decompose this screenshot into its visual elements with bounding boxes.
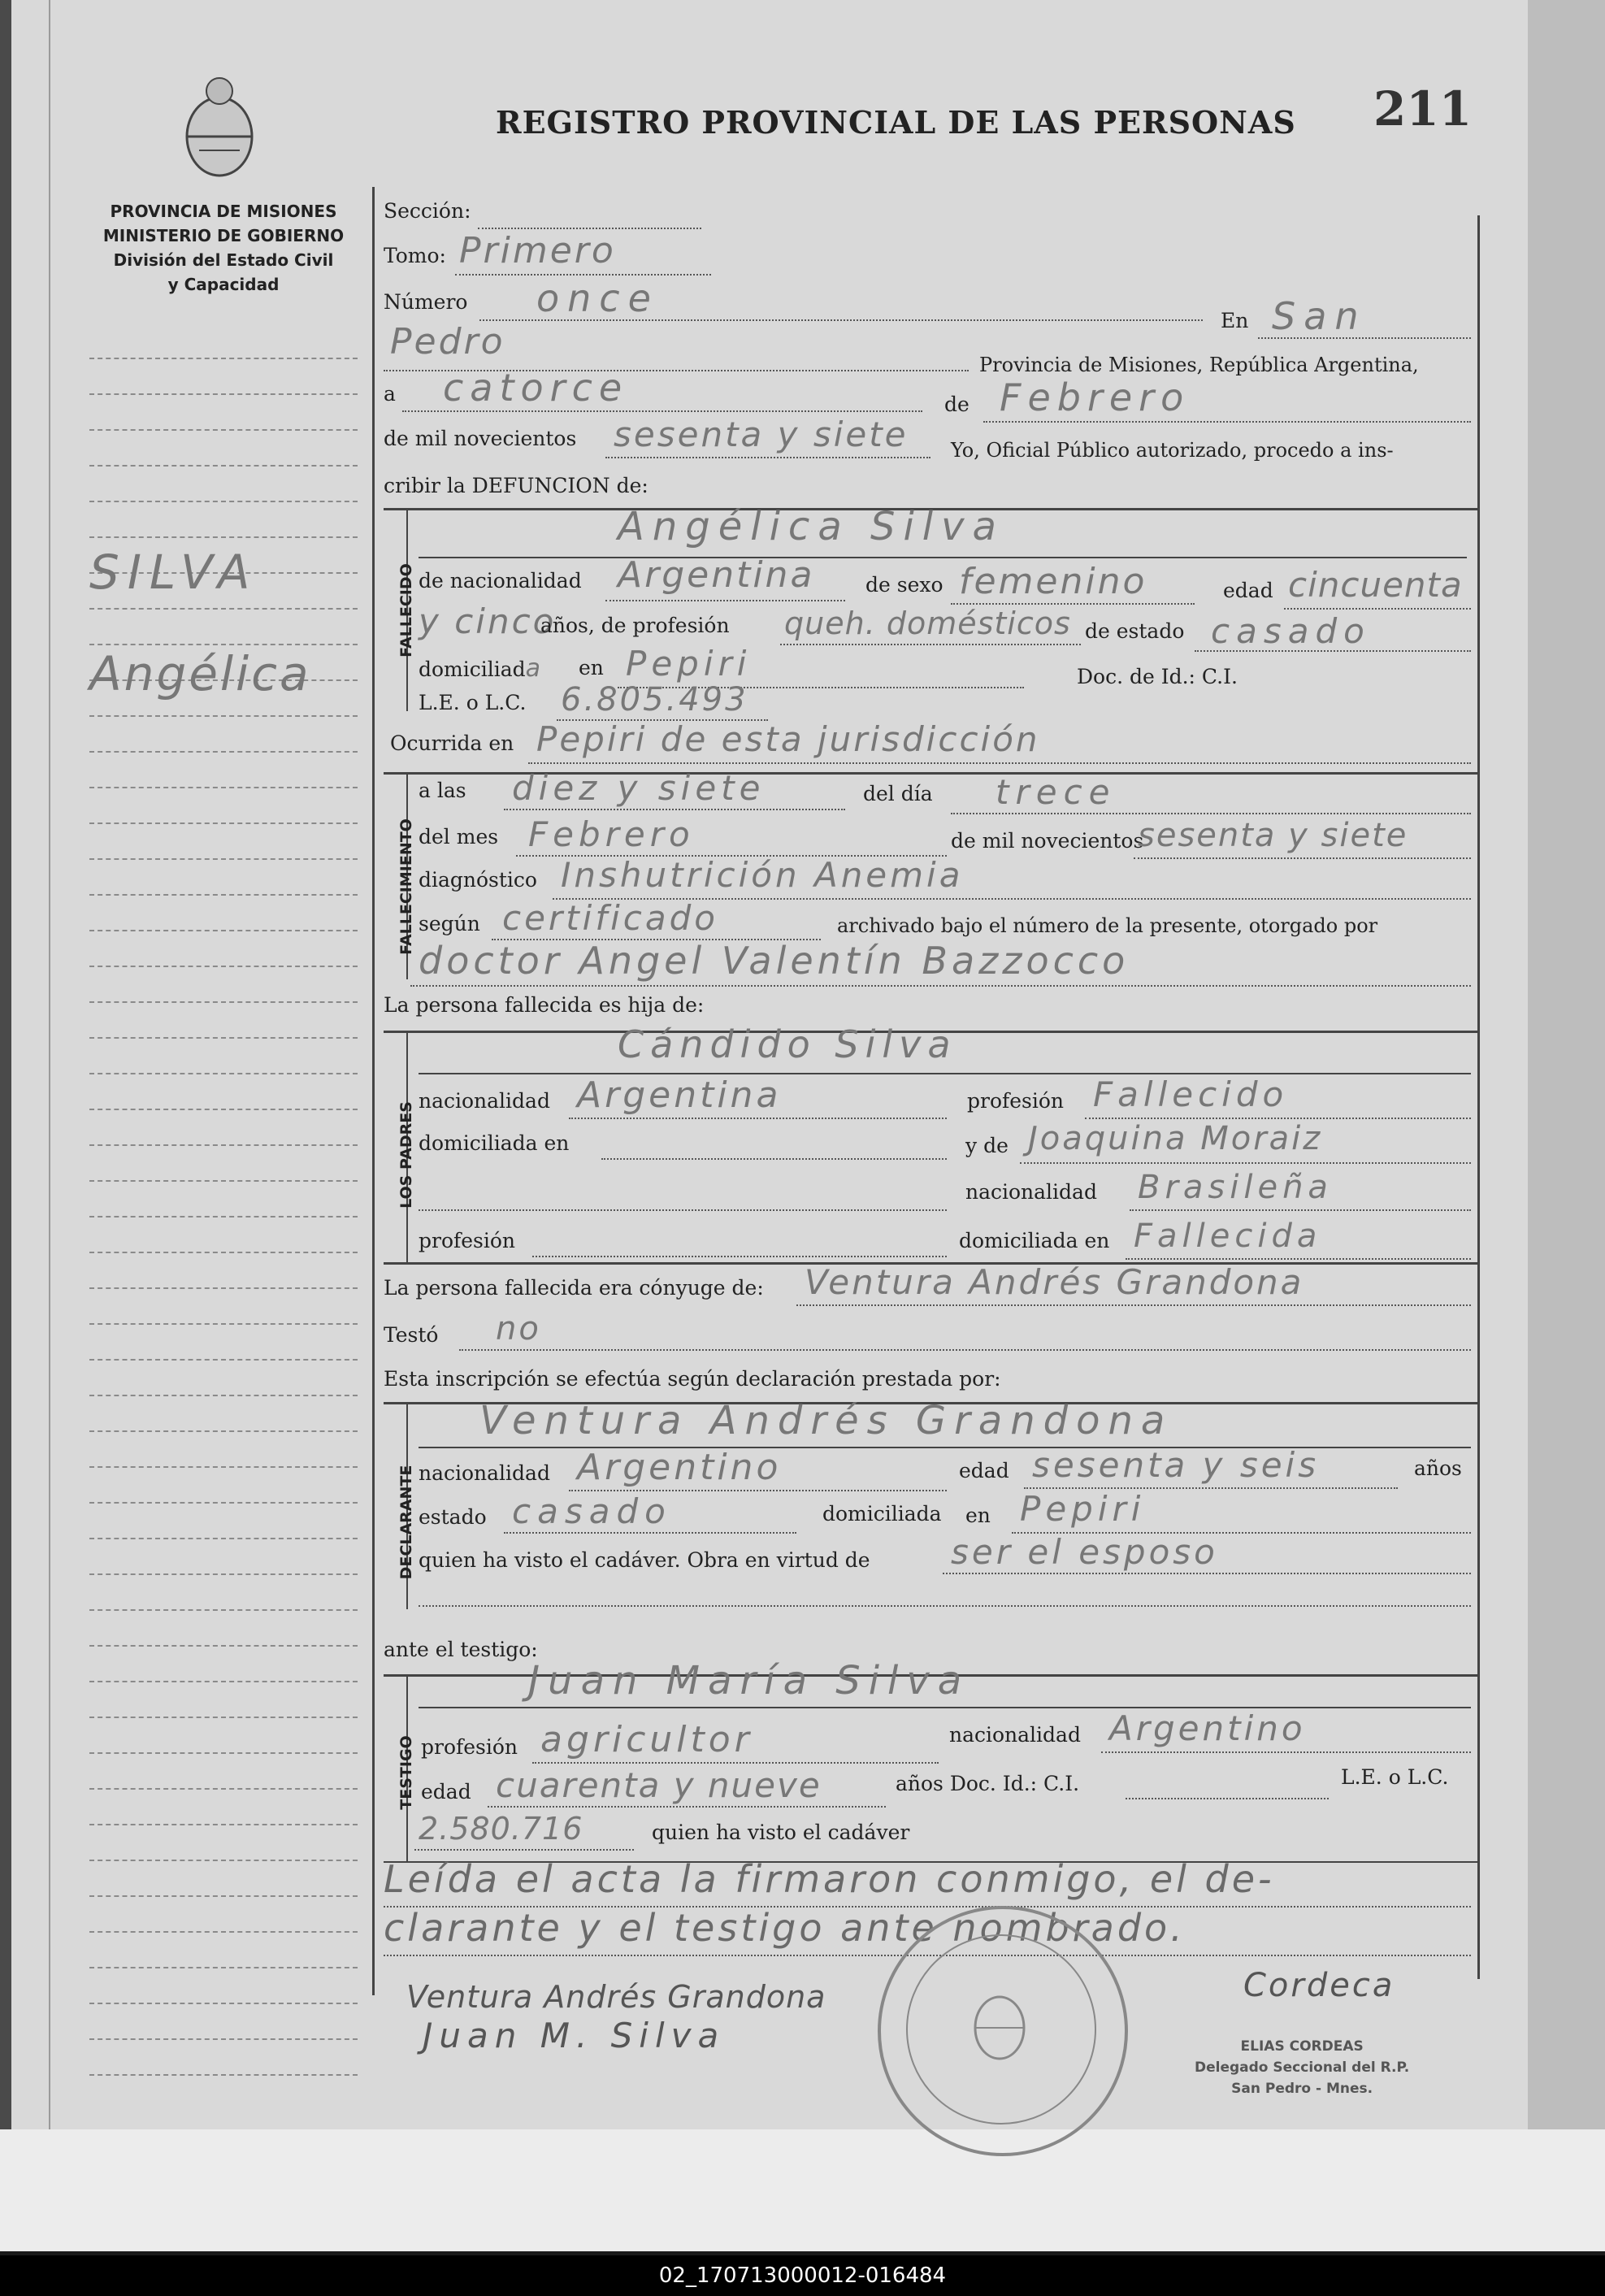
nombre-line [419,557,1467,558]
declarante-edad: sesenta y seis [1032,1445,1320,1485]
fallecido-edad-b: y cinco [419,601,557,641]
margin-rule [89,1037,358,1039]
margin-rule [89,1860,358,1861]
doctor-line [410,985,1471,987]
issuing-authority [77,199,370,297]
fallecimiento-anio: sesenta y siete [1138,817,1408,854]
signature-declarante: Ventura Andrés Grandona [406,1979,826,2015]
del-dia-label: del día [863,782,933,805]
page-title: REGISTRO PROVINCIAL DE LAS PERSONAS [496,104,1296,141]
margin-rule [89,608,358,610]
fallecido-sexo: femenino [959,561,1147,602]
margin-rule [89,1073,358,1074]
seccion-label: Sección: [384,199,471,223]
margin-rule [89,501,358,502]
folio-number: 211 [1373,81,1473,137]
testigo-nacionalidad-label: nacionalidad [949,1723,1081,1747]
page-fold [49,0,50,2129]
fallecido-estado: casado [1211,611,1371,651]
dia-line [951,813,1471,814]
margin-rule [89,858,358,860]
padre-profesion-line [1085,1118,1471,1119]
mes-line [983,421,1471,423]
margin-rule [89,2038,358,2040]
conyuge-text: La persona fallecida era cónyuge de: [384,1276,764,1300]
fallecido-domicilio: Pepiri [626,644,752,684]
place-value-b: Pedro [390,321,505,362]
margin-given-name: Angélica [89,646,311,701]
tomo-label: Tomo: [384,244,446,267]
margin-rule [89,1502,358,1504]
fallecimiento-mes: Febrero [528,814,695,854]
place-value-a: San [1272,294,1367,338]
seccion-line [478,228,701,229]
fallecimiento-diagnostico: Inshutrición Anemia [561,855,964,895]
declarante-domiciliada-label: domiciliada [822,1502,942,1526]
testigo-profesion-label: profesión [421,1735,518,1759]
padre-nacionalidad: Argentina [577,1074,782,1116]
margin-rule [89,1931,358,1933]
testigo-edad-line [488,1806,886,1808]
anio-value: sesenta y siete [614,414,909,454]
margin-rule [89,1180,358,1182]
closing-line-1: Leída el acta la firmaron conmigo, el de- [384,1857,1275,1901]
declarante-obra: ser el esposo [951,1532,1218,1572]
testigo-nacionalidad: Argentino [1109,1708,1306,1748]
mil-label: de mil novecientos [384,427,577,450]
seal-emblem-icon [967,1983,1032,2064]
testigo-edad-label: edad [421,1780,471,1803]
archivado-text: archivado bajo el número de la presente, otorgado por [837,914,1378,937]
hija-text: La persona fallecida es hija de: [384,993,705,1017]
declarante-nombre: Ventura Andrés Grandona [479,1398,1173,1443]
declarante-anios-label: años [1414,1456,1462,1480]
declarante-edad-label: edad [959,1459,1009,1482]
margin-rule [89,1788,358,1790]
page-edge [1528,0,1605,2129]
margin-rule [89,1144,358,1146]
margin-rule [89,930,358,931]
margin-surname: SILVA [89,545,258,600]
margin-rule [89,1967,358,1968]
fallecimiento-doctor: doctor Angel Valentín Bazzocco [419,939,1130,983]
scan-bed [0,2129,1605,2251]
ocurrida-label: Ocurrida en [390,731,514,755]
domicilio-label-text: domiciliad [419,658,526,681]
binding-edge [0,0,11,2129]
margin-rule [89,1752,358,1754]
declarante-nacionalidad-label: nacionalidad [419,1461,550,1485]
domicilio-label [419,654,543,683]
margin-rule [89,1573,358,1575]
hora-line [504,809,845,810]
fallecido-profesion: queh. domésticos [784,605,1071,641]
a-label: a [384,382,396,406]
fallecimiento-mil-label: de mil novecientos [951,829,1144,853]
official-name-stamp [1195,2036,1409,2099]
madre-profesion-line [532,1256,947,1257]
testo-label: Testó [384,1323,439,1347]
madre-domicilio-line [1126,1258,1471,1260]
margin-rule [89,2003,358,2004]
form-right-border [1477,215,1480,1979]
margin-rule [89,1538,358,1539]
image-caption: 02_170713000012-016484 [0,2255,1605,2296]
stamp-line: ELIAS CORDEAS [1240,2038,1364,2055]
authority-line: MINISTERIO DE GOBIERNO [102,226,345,245]
declarante-nacionalidad: Argentino [577,1447,782,1488]
fallecimiento-hora: diez y siete [512,768,766,808]
testigo-edad: cuarenta y nueve [496,1765,822,1805]
margin-rule [89,644,358,645]
dia-line [402,410,922,412]
padre-domicilio-label: domiciliada en [419,1131,570,1155]
padre-profesion: Fallecido [1093,1074,1289,1114]
margin-rule [89,465,358,467]
conyuge-value: Ventura Andrés Grandona [805,1262,1304,1302]
doc-label: Doc. de Id.: C.I. [1077,665,1238,688]
margin-rule [89,1645,358,1647]
stamp-line: San Pedro - Mnes. [1231,2081,1373,2097]
dia-value: catorce [443,366,629,410]
sexo-line [951,603,1195,605]
declarante-estado-label: estado [419,1505,487,1529]
oficial-text: Yo, Oficial Público autorizado, procedo a ins- [951,439,1394,462]
margin-rule [89,966,358,967]
madre-nacionalidad-line [1130,1209,1471,1211]
closing-line-2: clarante y el testigo ante nombrado. [384,1906,1186,1950]
fallecido-doc: 6.805.493 [561,681,748,718]
madre-line [1020,1162,1471,1164]
declarante-estado-line [504,1532,796,1534]
margin-rule [89,2074,358,2076]
sexo-label: de sexo [865,573,943,597]
margin-rule [89,787,358,788]
fallecido-nombre: Angélica Silva [618,504,1004,549]
anios-label: años, de profesión [540,614,730,637]
declarante-domicilio: Pepiri [1020,1489,1146,1529]
declarante-obra-line [943,1573,1471,1574]
testigo-visto-text: quien ha visto el cadáver [652,1821,910,1844]
madre-nacionalidad: Brasileña [1138,1169,1333,1206]
diagnostico-label: diagnóstico [419,868,537,892]
padre-nombre: Cándido Silva [618,1022,957,1066]
stamp-line: Delegado Seccional del R.P. [1195,2059,1410,2076]
tomo-value: Primero [459,230,616,271]
le-label: L.E. o L.C. [419,691,527,714]
testigo-le-label: L.E. o L.C. [1341,1765,1449,1789]
coat-of-arms-icon [175,73,264,187]
blank-line [419,1605,1471,1607]
margin-rule [89,429,358,431]
padre-domicilio-line [601,1158,947,1160]
margin-rule [89,1681,358,1682]
padre-nacionalidad-label: nacionalidad [419,1089,550,1113]
numero-value: once [536,276,659,320]
testigo-nombre: Juan María Silva [528,1658,970,1704]
tomo-line [455,274,711,276]
margin-rule [89,1001,358,1003]
estado-label: de estado [1085,619,1185,643]
margin-rule [89,1287,358,1289]
margin-rule [89,393,358,395]
margin-rule [89,894,358,896]
authority-line: y Capacidad [167,275,280,294]
inscripcion-text: Esta inscripción se efectúa según declaración prestada por: [384,1367,1001,1391]
margin-rule [89,1359,358,1361]
madre-nacionalidad-label: nacionalidad [965,1180,1097,1204]
ocurrida-line [528,762,1471,764]
domicilio-en-label: en [579,656,604,679]
a-las-label: a las [419,779,466,802]
margin-rule [89,1216,358,1217]
inscribir-text: cribir la DEFUNCION de: [384,474,649,497]
testigo-anios-doc-label: años Doc. Id.: C.I. [896,1772,1080,1795]
declarante-visto-text: quien ha visto el cadáver. Obra en virtud de [419,1548,870,1572]
ocurrida-value: Pepiri de esta jurisdicción [536,719,1040,759]
segun-label: según [419,912,480,935]
margin-rule [89,1430,358,1432]
testigo-profesion: agricultor [540,1719,753,1760]
declarante-en-label: en [965,1504,991,1527]
testo-value: no [496,1310,541,1348]
signature-official: Cordeca [1243,1967,1395,2004]
margin-rule [89,751,358,753]
edad-label: edad [1223,579,1273,602]
fallecimiento-dia: trece [996,772,1117,812]
testigo-side-label: TESTIGO [397,1735,415,1810]
margin-rule [89,1395,358,1396]
signature-testigo: Juan M. Silva [423,2016,726,2055]
fallecido-edad-a: cincuenta [1288,565,1463,605]
testo-line [459,1349,1471,1351]
madre-nombre: Joaquina Moraiz [1028,1120,1323,1157]
padre-profesion-label: profesión [967,1089,1065,1113]
profesion-line [780,644,1081,645]
testigo-nacionalidad-line [1101,1751,1471,1753]
testigo-profesion-line [532,1762,939,1764]
declarante-side-label: DECLARANTE [397,1465,415,1580]
padre-nacionalidad-line [569,1118,947,1119]
margin-rule [89,358,358,359]
madre-domicilio-label: domiciliada en [959,1229,1110,1252]
anio-line [605,457,930,458]
numero-label: Número [384,290,468,314]
authority-line: PROVINCIA DE MISIONES [110,202,337,221]
declarante-estado: casado [512,1491,672,1531]
testigo-doc-line [1126,1798,1329,1799]
nacionalidad-line [605,600,845,601]
numero-line [479,319,1203,321]
testigo-nombre-line [419,1707,1471,1708]
form-left-border [372,187,375,1995]
provincia-text: Provincia de Misiones, República Argentina, [979,354,1419,376]
margin-rule [89,536,358,538]
domicilio-suffix: a [525,654,544,683]
testigo-doc: 2.580.716 [419,1811,583,1847]
conyuge-line [796,1304,1471,1306]
ante-testigo-text: ante el testigo: [384,1638,538,1661]
de-label: de [944,393,970,416]
madre-domicilio: Fallecida [1134,1217,1322,1255]
estado-line [1195,650,1471,652]
blank-line [419,1209,947,1211]
margin-rule [89,1109,358,1110]
en-label: En [1221,309,1249,332]
margin-rule [89,1466,358,1468]
del-mes-label: del mes [419,825,499,849]
padres-side-label: LOS PADRES [397,1101,415,1209]
mes-value: Febrero [1000,375,1191,419]
edad-line [1284,608,1471,610]
margin-rule [89,1323,358,1325]
fallecido-side-label: FALLECIDO [397,563,415,658]
testigo-doc-number-line [414,1849,634,1851]
authority-line: División del Estado Civil [113,250,334,270]
margin-rule [89,1824,358,1825]
madre-profesion-label: profesión [419,1229,516,1252]
margin-rule [89,1717,358,1718]
margin-rule [89,1252,358,1253]
margin-rule [89,822,358,824]
y-de-label: y de [965,1134,1009,1157]
en-line [1258,337,1471,339]
fallecimiento-side-label: FALLECIMIENTO [397,818,415,955]
fallecimiento-segun: certificado [502,898,718,938]
margin-rule [89,1895,358,1897]
fallecido-nacionalidad: Argentina [618,554,815,596]
margin-rule [89,1609,358,1611]
nacionalidad-label: de nacionalidad [419,569,582,592]
margin-rule [89,715,358,717]
anio-line [1134,857,1471,859]
